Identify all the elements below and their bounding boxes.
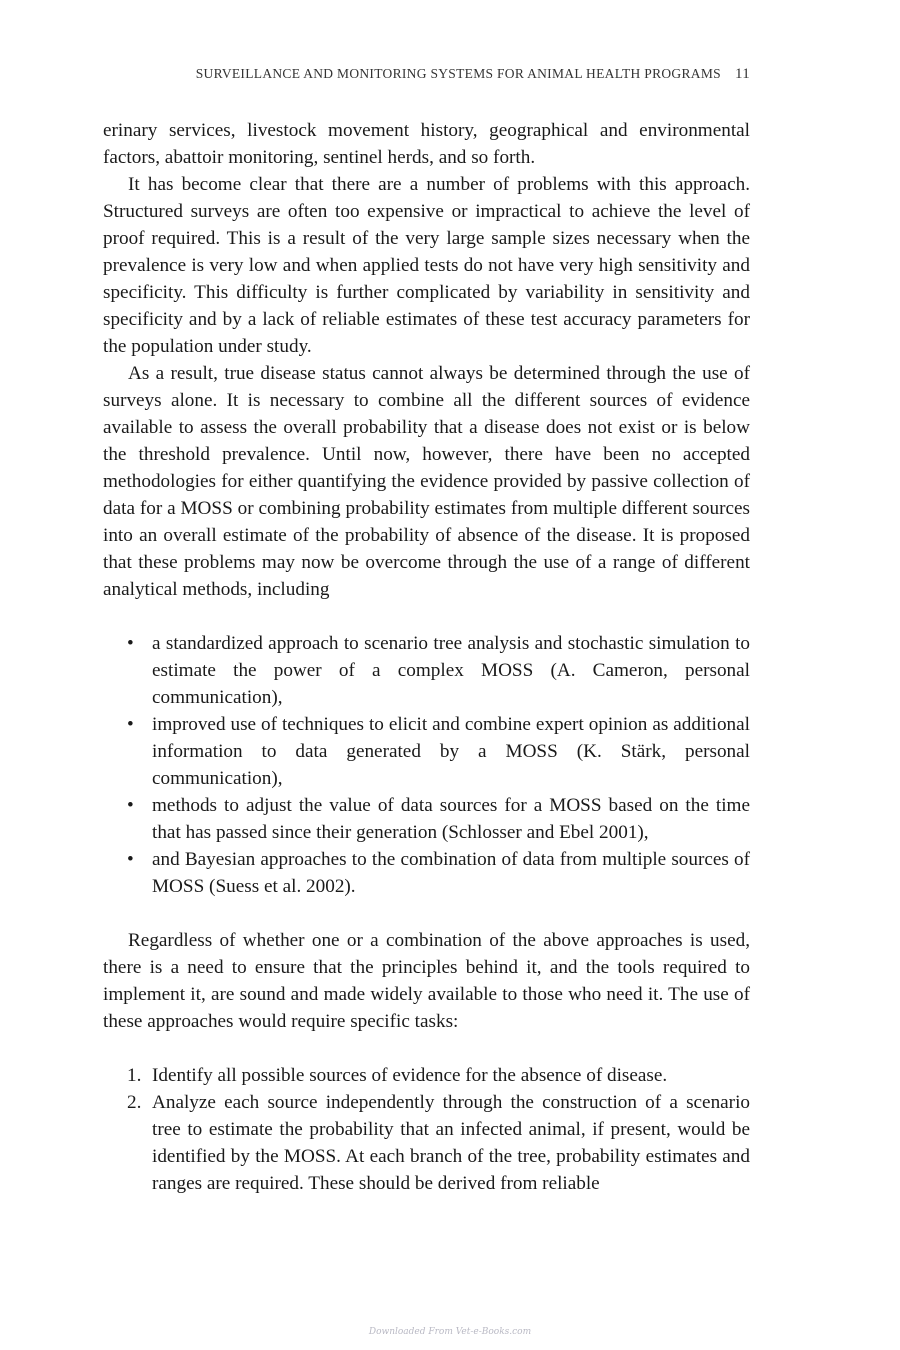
paragraph-tasks: Regardless of whether one or a combination of the above approaches is used, there is a need to ensure that the principles behind it, and the tools required to implement it, are sound and made widely available to those who need it. The use of these approaches would require specific tasks:: [103, 930, 750, 1032]
list-item: • improved use of techniques to elicit and combine expert opinion as additional information to data generated by a MOSS (K. Stärk, personal communication),: [152, 711, 750, 792]
body-text: [103, 117, 750, 1197]
list-item: • and Bayesian approaches to the combination of data from multiple sources of MOSS (Suess et al. 2002).: [152, 846, 750, 900]
running-title: SURVEILLANCE AND MONITORING SYSTEMS FOR ANIMAL HEALTH PROGRAMS: [195, 66, 721, 81]
methods-list: [103, 630, 750, 900]
list-number: 2.: [127, 1092, 142, 1113]
list-number: 1.: [127, 1065, 142, 1086]
running-head: [103, 66, 750, 83]
list-item-text: Identify all possible sources of evidence for the absence of disease.: [152, 1065, 668, 1086]
list-item: • methods to adjust the value of data sources for a MOSS based on the time that has passed since their generation (Schlosser and Ebel 2001),: [152, 792, 750, 846]
download-watermark: Downloaded From Vet-e-Books.com: [368, 1327, 532, 1337]
list-item: [127, 1062, 750, 1089]
paragraph-problems: It has become clear that there are a number of problems with this approach. Structured surveys are often too expensive or impractical to achieve the level of proof required. This is a result of the very large sample sizes necessary when the prevalence is very low and when applied tests do not have very high sensitivity and specificity. This difficulty is further complicated by variability in sensitivity and specificity and by a lack of reliable estimates of these test accuracy parameters for the population under study.: [103, 174, 750, 357]
page-number: 11: [734, 66, 750, 82]
list-item: • a standardized approach to scenario tree analysis and stochastic simulation to estimate the power of a complex MOSS (A. Cameron, personal communication),: [152, 630, 750, 711]
tasks-list: [103, 1062, 750, 1197]
paragraph-methods: As a result, true disease status cannot always be determined through the use of surveys alone. It is necessary to combine all the different sources of evidence available to assess the overall probability that a disease does not exist or is below the threshold prevalence. Until now, however, there have been no accepted methodologies for either quantifying the evidence provided by passive collection of data for a MOSS or combining probability estimates from multiple different sources into an overall estimate of the probability of absence of the disease. It is proposed that these problems may now be overcome through the use of a range of different analytical methods, including: [103, 363, 750, 600]
list-item-text: Analyze each source independently through the construction of a scenario tree to estimate the probability that an infected animal, if present, would be identified by the MOSS. At each branch of the tree, probability estimates and ranges are required. These should be derived from reliable: [152, 1092, 750, 1194]
list-item: [127, 1089, 750, 1197]
paragraph-continued: erinary services, livestock movement history, geographical and environmental factors, abattoir monitoring, sentinel herds, and so forth.: [103, 120, 750, 168]
